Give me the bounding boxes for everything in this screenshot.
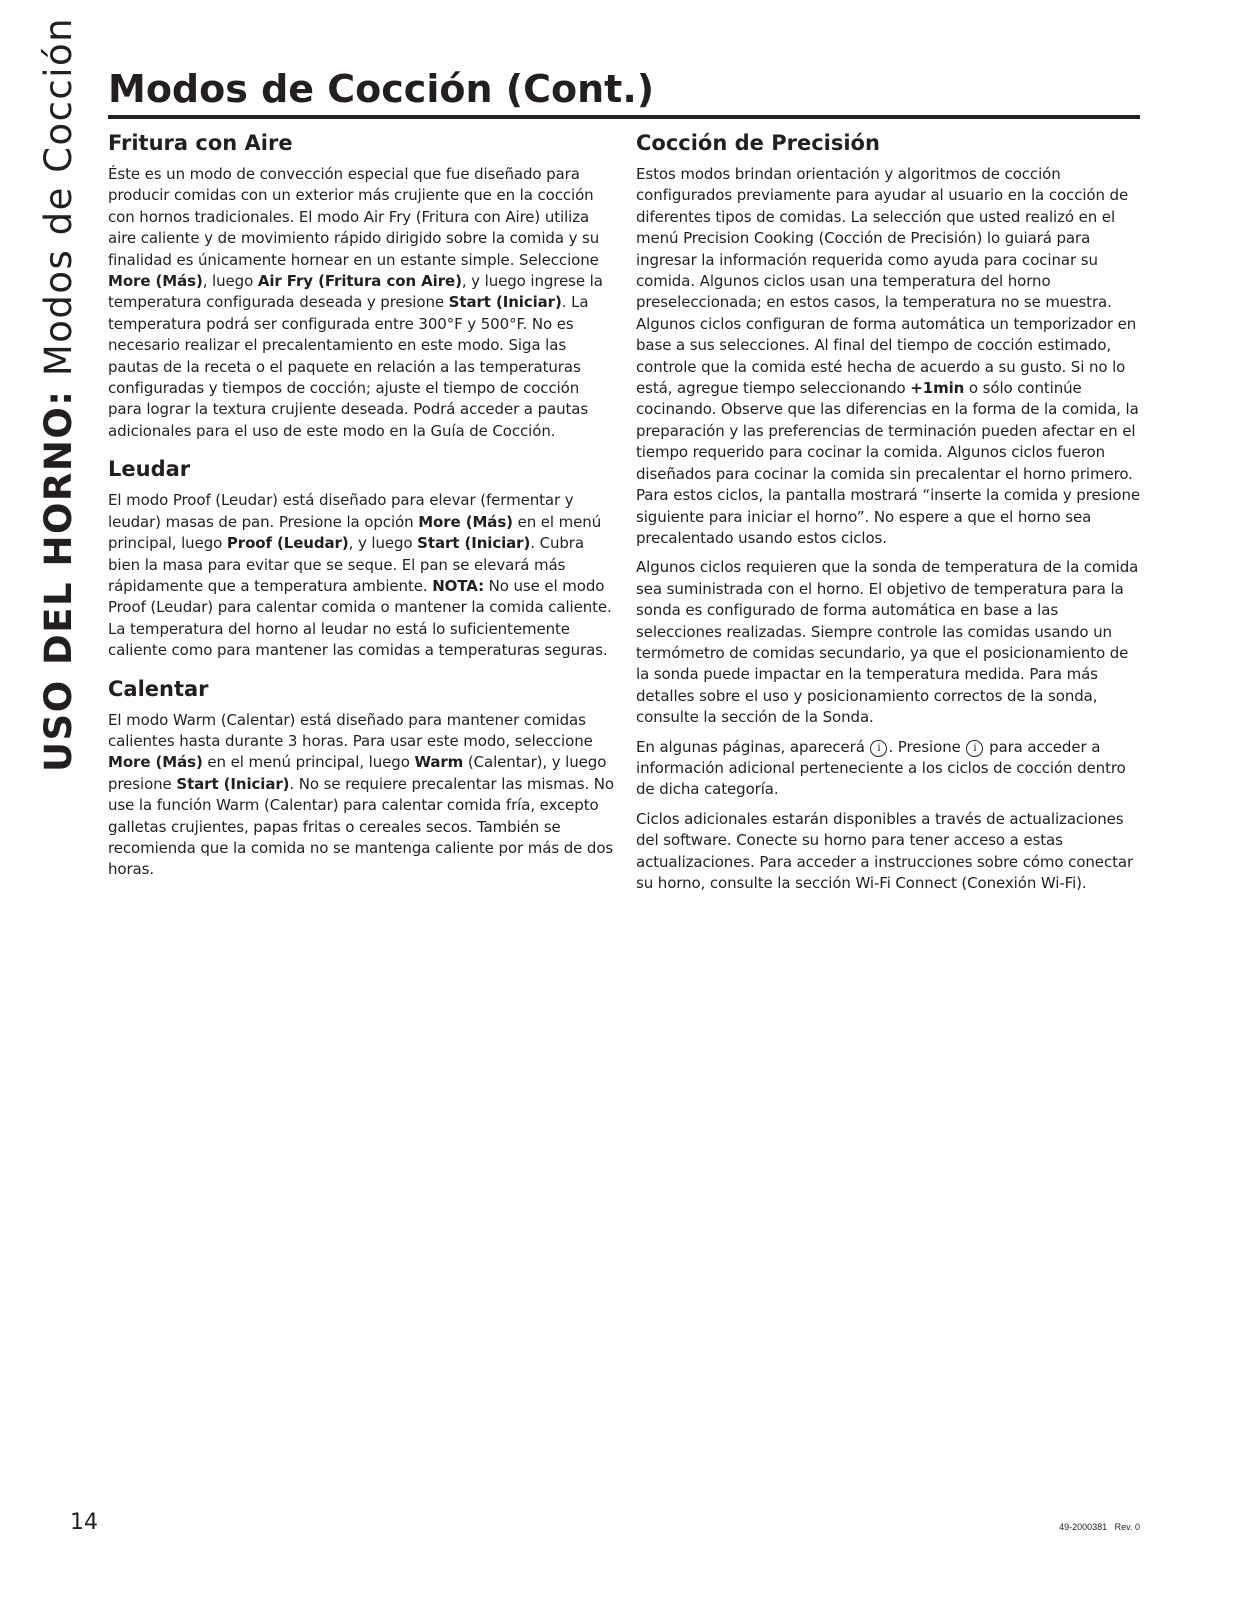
right-column	[636, 128, 1140, 894]
air-fry-paragraph: Éste es un modo de convección especial que fue diseñado para producir comidas con un exterior más crujiente que en la cocción con hornos tradicionales. El modo Air Fry (Fritura con Aire) utiliza aire caliente y de movimiento rápido dirigido sobre la comida y su finalidad es únicamente hornear en un estante simple. Seleccione More (Más), luego Air Fry (Fritura con Aire), y luego ingrese la temperatura configurada deseada y presione Start (Iniciar). La temperatura podrá ser configurada entre 300°F y 500°F. No es necesario realizar el precalentamiento en este modo. Siga las pautas de la receta o el paquete en relación a las temperaturas configuradas y tiempos de cocción; ajuste el tiempo de cocción para lograr la textura crujiente deseada. Podrá acceder a pautas adicionales para el uso de este modo en la Guía de Cocción.	[108, 165, 603, 440]
proof-heading: Leudar	[108, 457, 191, 482]
note-label: NOTA:	[432, 576, 484, 595]
section-warm	[108, 674, 616, 881]
side-tab	[34, 16, 84, 772]
page-number: 14	[70, 1510, 98, 1535]
warm-heading: Calentar	[108, 676, 209, 701]
page-title: Modos de Cocción (Cont.)	[108, 67, 655, 111]
side-tab-light: Modos de Cocción	[37, 16, 80, 377]
precision-paragraph-1: Estos modos brindan orientación y algoritmos de cocción configurados previamente para ayudar al usuario en la cocción de diferentes tipos de comidas. La selección que usted realizó en el menú Precision Cooking (Cocción de Precisión) lo guiará para ingresar la información requerida como ayuda para cocinar su comida. Algunos ciclos usan una temperatura del horno preseleccionada; en estos casos, la temperatura no se muestra. Algunos ciclos configuran de forma automática un temporizador en base a sus selecciones. Al final del tiempo de cocción estimado, controle que la comida esté hecha de acuerdo a su gusto. Si no lo está, agregue tiempo seleccionando +1min o sólo continúe cocinando. Observe que las diferencias en la forma de la comida, la preparación y las preferencias de terminación pueden afectar en el tiempo requerido para cocinar la comida. Algunos ciclos fueron diseñados para cocinar la comida sin precalentar el horno primero. Para estos ciclos, la pantalla mostrará “inserte la comida y presione siguiente para iniciar el horno”. No espere a que el horno sea precalentado usando estos ciclos.	[636, 165, 1140, 547]
precision-paragraph-4: Ciclos adicionales estarán disponibles a través de actualizaciones del software. Conecte su horno para tener acceso a estas actualizaciones. Para acceder a instrucciones sobre cómo conectar su horno, consulte la sección Wi-Fi Connect (Conexión Wi-Fi).	[636, 809, 1134, 892]
precision-paragraph-3: En algunas páginas, aparecerá i . Presione i para acceder a información adicional perteneciente a los ciclos de cocción dentro de dicha categoría.	[636, 737, 1126, 799]
precision-heading: Cocción de Precisión	[636, 131, 880, 155]
side-tab-bold: USO DEL HORNO:	[37, 389, 80, 772]
section-precision-cooking	[636, 128, 1140, 894]
info-icon: i	[870, 740, 887, 757]
document-code: 49-2000381 Rev. 0	[1059, 1522, 1140, 1532]
precision-paragraph-2: Algunos ciclos requieren que la sonda de temperatura de la comida sea suministrada con el horno. El objetivo de temperatura para la sonda es configurado de forma automática en base a las selecciones realizadas. Siempre controle las comidas usando un termómetro de comidas secundario, ya que el posicionamiento de la sonda puede impactar en la temperatura medida. Para más detalles sobre el uso y posicionamiento correctos de la sonda, consulte la sección de la Sonda.	[636, 558, 1139, 727]
warm-paragraph: El modo Warm (Calentar) está diseñado para mantener comidas calientes hasta durante 3 horas. Para usar este modo, seleccione More (Más) en el menú principal, luego Warm (Calentar), y luego presione Start (Iniciar). No se requiere precalentar las mismas. No use la función Warm (Calentar) para calentar comida fría, excepto galletas crujientes, papas fritas o cereales secos. También se recomienda que la comida no se mantenga caliente por más de dos horas.	[108, 710, 614, 879]
section-air-fry	[108, 128, 616, 442]
left-column	[108, 128, 616, 881]
proof-paragraph: El modo Proof (Leudar) está diseñado para elevar (fermentar y leudar) masas de pan. Presione la opción More (Más) en el menú principal, luego Proof (Leudar), y luego Start (Iniciar). Cubra bien la masa para evitar que se seque. El pan se elevará más rápidamente que a temperatura ambiente. NOTA: No use el modo Proof (Leudar) para calentar comida o mantener la comida caliente. La temperatura del horno al leudar no está lo suficientemente caliente como para mantener las comidas a temperaturas seguras.	[108, 491, 612, 660]
section-proof	[108, 454, 616, 661]
side-tab-text	[34, 16, 84, 772]
info-icon: i	[966, 740, 983, 757]
air-fry-heading: Fritura con Aire	[108, 131, 293, 155]
title-rule	[108, 115, 1140, 119]
